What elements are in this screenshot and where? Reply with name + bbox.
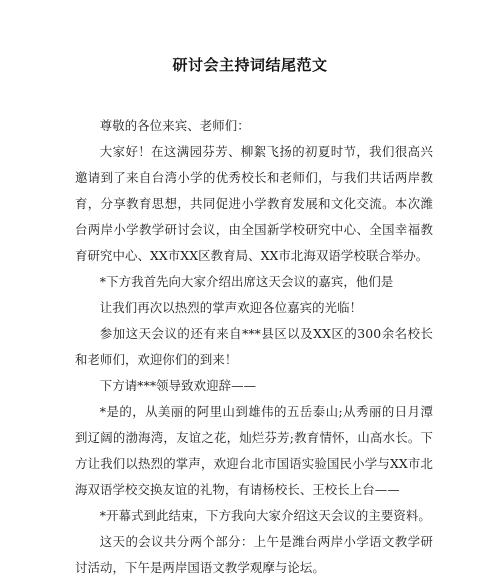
attendees-paragraph: 参加这天会议的还有来自***县区以及XX区的300余名校长和老师们，欢迎你们的到来！: [75, 326, 433, 367]
guest-intro-paragraph: *下方我首先向大家介绍出席这天会议的嘉宾，他们是: [99, 274, 394, 289]
gift-exchange-paragraph: *是的，从美丽的阿里山到雄伟的五岳泰山;从秀丽的日月潭到辽阔的渤海湾，友谊之花，灿烂芬芳;教育情怀，山高水长。下方让我们以热烈的掌声，欢迎台北市国语实验国民小学与XX市北海双语学校交换友谊的礼物，有请杨校长、王校长上台——: [75, 404, 433, 497]
opening-close-paragraph: *开幕式到此结束，下方我向大家介绍这天会议的主要资料。: [99, 508, 431, 523]
document-body: [75, 113, 433, 581]
welcome-speech-paragraph: 下方请***领导致欢迎辞——: [99, 378, 257, 393]
agenda-paragraph: 这天的会议共分两个部分：上午是潍台两岸小学语文教学研讨活动，下午是两岸国语文教学观摩与论坛。: [75, 534, 433, 575]
welcome-applause-paragraph: 让我们再次以热烈的掌声欢迎各位嘉宾的光临！: [99, 300, 363, 315]
document-title: 研讨会主持词结尾范文: [172, 56, 328, 74]
greeting-paragraph: 大家好！在这满园芬芳、柳絮飞扬的初夏时节，我们很高兴邀请到了来自台湾小学的优秀校长和老师们，与我们共话两岸教育，分享教育思想，共同促进小学教育发展和文化交流。本次潍台两岸小学教学研讨会议，由全国新学校研究中心、全国幸福教育研究中心、XX市XX区教育局、XX市北海双语学校联合举办。: [75, 144, 433, 263]
salutation-paragraph: 尊敬的各位来宾、老师们：: [99, 118, 250, 133]
